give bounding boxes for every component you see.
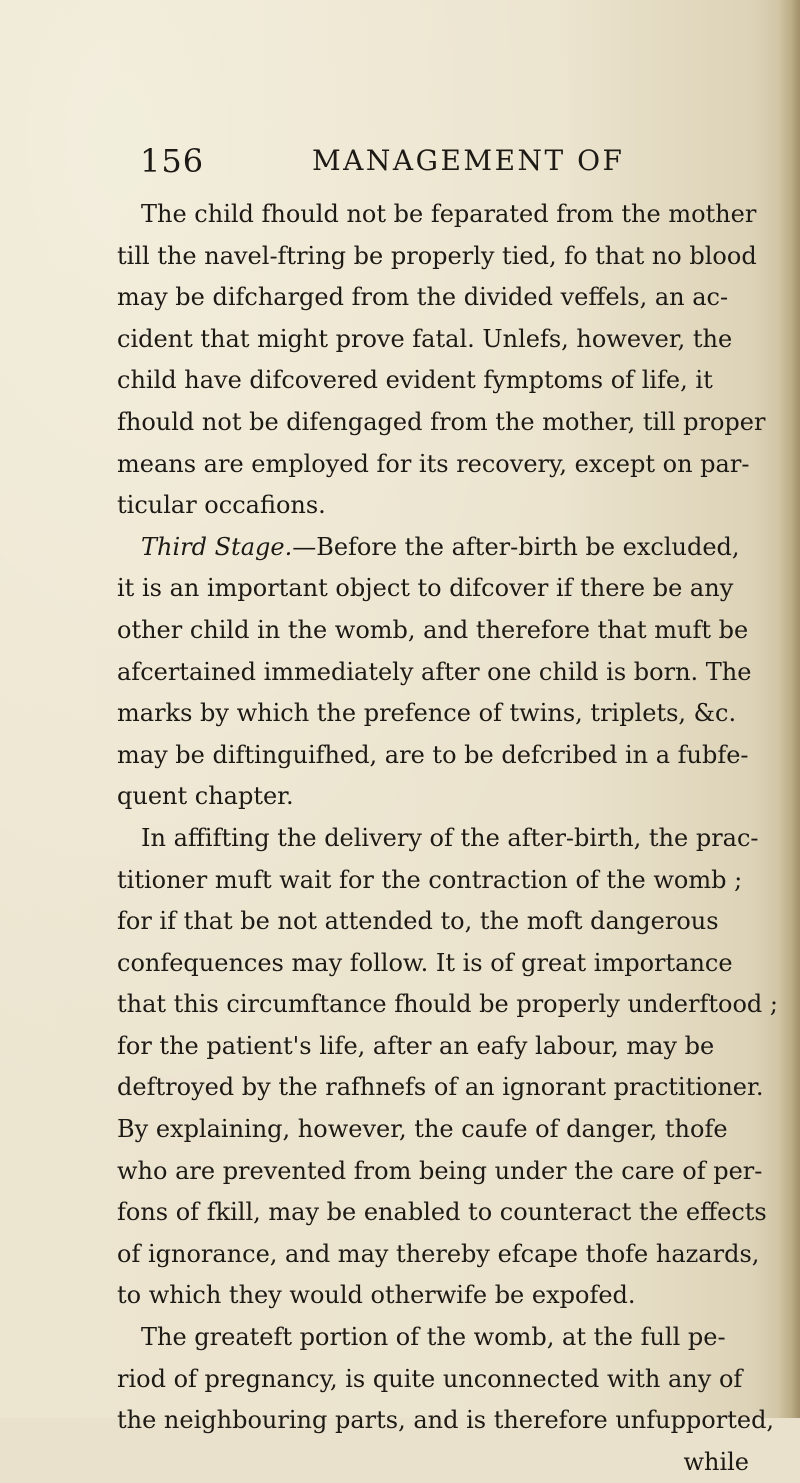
text-line: fhould not be difengaged from the mother, till proper	[117, 407, 766, 436]
text-line: it is an important object to difcover if there be any	[117, 574, 734, 603]
catchword: while	[683, 1447, 749, 1476]
text-line: By explaining, however, the caufe of danger, thofe	[117, 1115, 728, 1144]
page-header	[140, 142, 700, 182]
text-line: of ignorance, and may thereby efcape thofe hazards,	[117, 1239, 760, 1268]
text-line: may be difcharged from the divided veffels, an ac-	[117, 283, 729, 312]
text-line: ticular occafions.	[117, 491, 326, 520]
text-line: till the navel-ftring be properly tied, fo that no blood	[117, 241, 757, 270]
text-line: The greateft portion of the womb, at the full pe-	[141, 1323, 726, 1352]
running-head: MANAGEMENT OF	[312, 144, 625, 177]
text-line: for if that be not attended to, the moft dangerous	[117, 907, 719, 936]
text-line: The child fhould not be feparated from the mother	[141, 200, 757, 228]
section-heading: Third Stage.	[141, 532, 293, 561]
text-line: titioner muft wait for the contraction of the womb ;	[117, 865, 743, 894]
text-line: that this circumftance fhould be properly underftood ;	[117, 990, 778, 1019]
text-line: afcertained immediately after one child is born. The	[117, 657, 752, 686]
text-line: for the patient's life, after an eafy labour, may be	[117, 1031, 715, 1060]
text-line: cident that might prove fatal. Unlefs, however, the	[117, 324, 733, 353]
text-run: —Before the after-birth be excluded,	[292, 532, 740, 561]
text-line: the neighbouring parts, and is therefore unfupported,	[117, 1406, 775, 1435]
text-line: to which they would otherwife be expofed.	[117, 1281, 636, 1310]
text-line: quent chapter.	[117, 782, 294, 811]
body-text	[117, 194, 778, 1483]
text-line: confequences may follow. It is of great importance	[117, 948, 733, 977]
text-line: riod of pregnancy, is quite unconnected with any of	[117, 1364, 743, 1393]
page-edge-shadow	[778, 0, 800, 1418]
text-line: child have difcovered evident fymptoms of life, it	[117, 366, 713, 395]
text-line: deftroyed by the rafhnefs of an ignorant practitioner.	[117, 1073, 764, 1102]
page-number: 156	[140, 142, 205, 180]
text-line	[117, 527, 767, 569]
text-line: who are prevented from being under the care of per-	[117, 1156, 763, 1185]
text-line: fons of fkill, may be enabled to counteract the effects	[117, 1198, 767, 1227]
text-line: marks by which the prefence of twins, triplets, &c.	[117, 699, 737, 728]
text-line: In affifting the delivery of the after-birth, the prac-	[141, 823, 759, 852]
text-line: may be diftinguifhed, are to be defcribed in a fubfe-	[117, 740, 749, 769]
text-line: means are employed for its recovery, except on par-	[117, 449, 750, 478]
text-line: other child in the womb, and therefore that muft be	[117, 615, 749, 644]
